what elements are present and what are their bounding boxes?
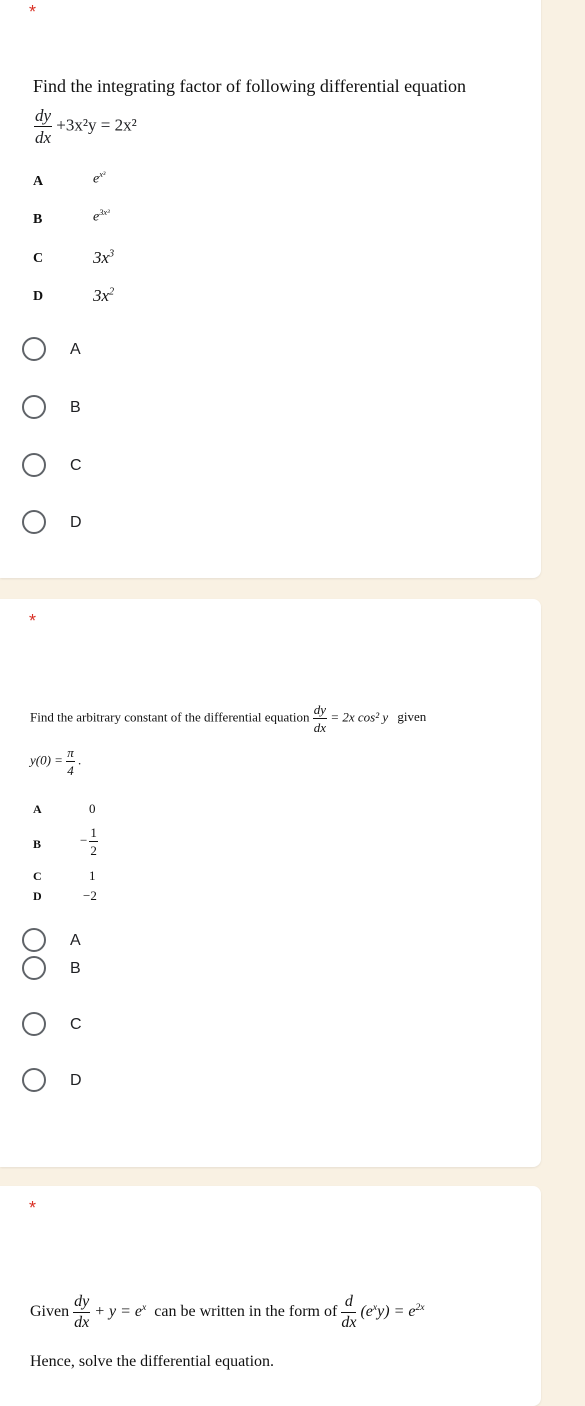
option-label-d: D xyxy=(33,289,44,304)
option-label-a: A xyxy=(33,802,42,816)
required-asterisk: * xyxy=(29,611,37,631)
radio-label-a[interactable]: A xyxy=(70,341,81,358)
radio-d[interactable] xyxy=(22,1068,46,1092)
question-text: Find the arbitrary constant of the differential equation xyxy=(30,709,310,725)
radio-d[interactable] xyxy=(22,510,46,534)
radio-label-c[interactable]: C xyxy=(70,457,82,474)
radio-c[interactable] xyxy=(22,453,46,477)
cond-numerator: π xyxy=(67,745,74,760)
eq1-rest: + y = e xyxy=(94,1303,143,1321)
radio-label-b[interactable]: B xyxy=(70,399,81,416)
cond-end: . xyxy=(77,752,82,768)
radio-a[interactable] xyxy=(22,928,46,952)
eq-rest: +3x²y = 2x² xyxy=(56,115,137,135)
question-card-3 xyxy=(0,1186,541,1406)
eq2-numerator: d xyxy=(341,1294,356,1313)
option-value-a: 0 xyxy=(89,801,96,816)
eq-numerator: dy xyxy=(35,106,52,125)
radio-label-c[interactable]: C xyxy=(70,1016,82,1033)
question-card-1 xyxy=(0,0,541,578)
eq-rest: = 2x cos² y xyxy=(330,709,389,725)
given-word: Given xyxy=(30,1303,70,1321)
option-value-c: 1 xyxy=(89,868,96,883)
eq2-exponent: x xyxy=(372,1301,378,1313)
eq1-denominator: dx xyxy=(74,1314,90,1331)
radio-label-d[interactable]: D xyxy=(70,1072,82,1089)
option-value-d: $3x^2$ xyxy=(93,286,115,305)
question-title: Find the integrating factor of following differential equation xyxy=(33,76,467,96)
radio-b[interactable] xyxy=(22,395,46,419)
option-label-d: D xyxy=(33,889,42,903)
question-line2: Hence, solve the differential equation. xyxy=(30,1353,275,1370)
question-card-2 xyxy=(0,599,541,1167)
radio-label-d[interactable]: D xyxy=(70,514,82,531)
option-value-d: −2 xyxy=(83,888,97,903)
radio-c[interactable] xyxy=(22,1012,46,1036)
option-value-b: $e^{3x^3}$ xyxy=(93,208,110,225)
eq2-rest2: y) = e xyxy=(377,1303,416,1321)
question-title xyxy=(30,1294,425,1331)
cond-denominator: 4 xyxy=(67,763,74,778)
option-label-c: C xyxy=(33,869,42,883)
option-value-b: − $\frac{1}{2}$ xyxy=(80,825,97,858)
option-label-b: B xyxy=(33,212,43,227)
eq2-exponent2: 2x xyxy=(415,1301,425,1313)
initial-condition xyxy=(30,746,81,777)
mid-text: can be written in the form of xyxy=(154,1303,338,1321)
eq2-rest: (e xyxy=(360,1303,373,1321)
question-title xyxy=(30,703,426,734)
eq1-exponent: x xyxy=(142,1301,147,1313)
option-value-c: $3x^3$ xyxy=(93,248,115,267)
option-label-b: B xyxy=(33,837,42,851)
cond-left: y(0) = xyxy=(30,752,63,768)
radio-a[interactable] xyxy=(22,337,46,361)
eq2-denominator: dx xyxy=(341,1314,357,1331)
given-word: given xyxy=(397,709,427,725)
option-value-a: $e^{x^3}$ xyxy=(93,170,106,187)
eq-numerator: dy xyxy=(313,702,327,717)
radio-label-a[interactable]: A xyxy=(70,932,81,949)
option-label-a: A xyxy=(33,174,44,189)
eq1-numerator: dy xyxy=(73,1294,90,1313)
required-asterisk: * xyxy=(29,1198,37,1218)
option-label-c: C xyxy=(33,251,44,266)
eq-denominator: dx xyxy=(313,720,327,735)
eq-denominator: dx xyxy=(35,128,52,147)
radio-label-b[interactable]: B xyxy=(70,960,81,977)
radio-b[interactable] xyxy=(22,956,46,980)
question-equation xyxy=(34,107,137,146)
required-asterisk: * xyxy=(29,2,37,22)
